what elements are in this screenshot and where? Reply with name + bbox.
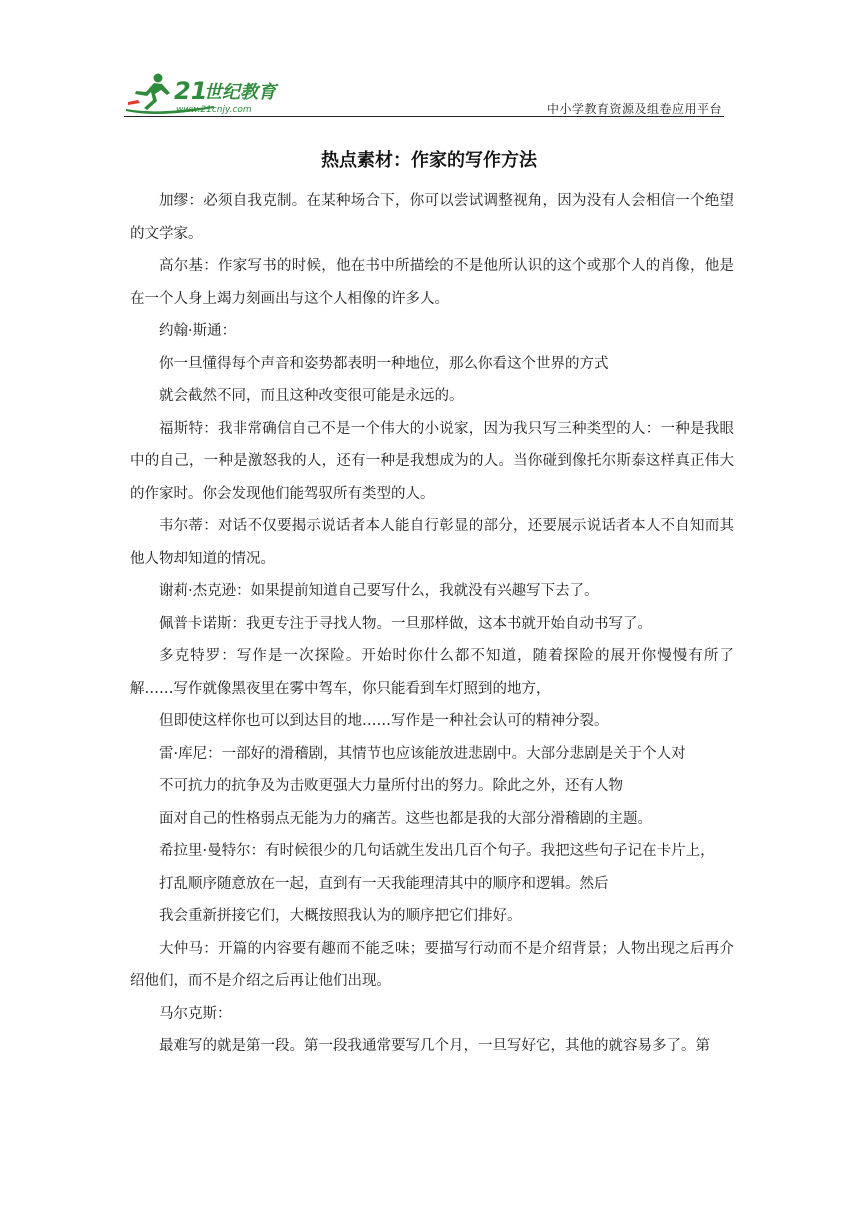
svg-text:21: 21 (174, 77, 208, 105)
21cnjy-logo-icon (124, 70, 304, 116)
paragraph: 大仲马：开篇的内容要有趣而不能乏味；要描写行动而不是介绍背景；人物出现之后再介绍他们，而不是介绍之后再让他们出现。 (130, 940, 734, 989)
svg-text:www.21cnjy.com: www.21cnjy.com (176, 105, 252, 115)
paragraph: 高尔基：作家写书的时候，他在书中所描绘的不是他所认识的这个或那个人的肖像，他是在一个人身上竭力刻画出与这个人相像的许多人。 (130, 258, 734, 307)
paragraph: 佩普卡诺斯：我更专注于寻找人物。一旦那样做，这本书就开始自动书写了。 (159, 615, 652, 632)
header-rule (124, 116, 724, 117)
paragraph: 谢莉·杰克逊：如果提前知道自己要写什么，我就没有兴趣写下去了。 (159, 583, 599, 599)
paragraph: 就会截然不同，而且这种改变很可能是永远的。 (159, 388, 464, 404)
paragraph: 你一旦懂得每个声音和姿势都表明一种地位，那么你看这个世界的方式 (159, 355, 609, 372)
paragraph: 最难写的就是第一段。第一段我通常要写几个月，一旦写好它，其他的就容易多了。第 (159, 1038, 710, 1054)
page-header (124, 70, 724, 118)
document-body (130, 185, 734, 1063)
paragraph: 不可抗力的抗争及为击败更强大力量所付出的努力。除此之外，还有人物 (159, 778, 623, 794)
paragraph: 打乱顺序随意放在一起，直到有一天我能理清其中的顺序和逻辑。然后 (159, 875, 609, 892)
paragraph: 雷·库尼：一部好的滑稽剧，其情节也应该能放进悲剧中。大部分悲剧是关于个人对 (159, 745, 686, 762)
paragraph: 韦尔蒂：对话不仅要揭示说话者本人能自行彰显的部分，还要展示说话者本人不自知而其他人物却知道的情况。 (130, 518, 734, 567)
paragraph: 但即使这样你也可以到达目的地……写作是一种社会认可的精神分裂。 (159, 713, 609, 729)
paragraph: 多克特罗：写作是一次探险。开始时你什么都不知道，随着探险的展开你慢慢有所了解……写作就像黑夜里在雾中驾车，你只能看到车灯照到的地方， (130, 648, 734, 697)
document-title: 热点素材：作家的写作方法 (321, 150, 537, 171)
paragraph: 面对自己的性格弱点无能为力的痛苦。这些也都是我的大部分滑稽剧的主题。 (159, 810, 652, 827)
paragraph: 希拉里·曼特尔：有时候很少的几句话就生发出几百个句子。我把这些句子记在卡片上， (159, 843, 715, 859)
svg-text:世纪教育: 世纪教育 (204, 82, 276, 103)
paragraph: 福斯特：我非常确信自己不是一个伟大的小说家，因为我只写三种类型的人：一种是我眼中的自己，一种是激怒我的人，还有一种是我想成为的人。当你碰到像托尔斯泰这样真正伟大的作家时。你会发现他们能驾驭所有类型的人。 (130, 420, 734, 502)
paragraph: 加缪：必须自我克制。在某种场合下，你可以尝试调整视角，因为没有人会相信一个绝望的文学家。 (130, 193, 734, 242)
paragraph: 马尔克斯： (159, 1005, 232, 1022)
platform-name: 中小学教育资源及组卷应用平台 (546, 102, 722, 116)
paragraph: 约翰·斯通： (159, 323, 237, 339)
paragraph: 我会重新拼接它们，大概按照我认为的顺序把它们排好。 (159, 908, 522, 924)
